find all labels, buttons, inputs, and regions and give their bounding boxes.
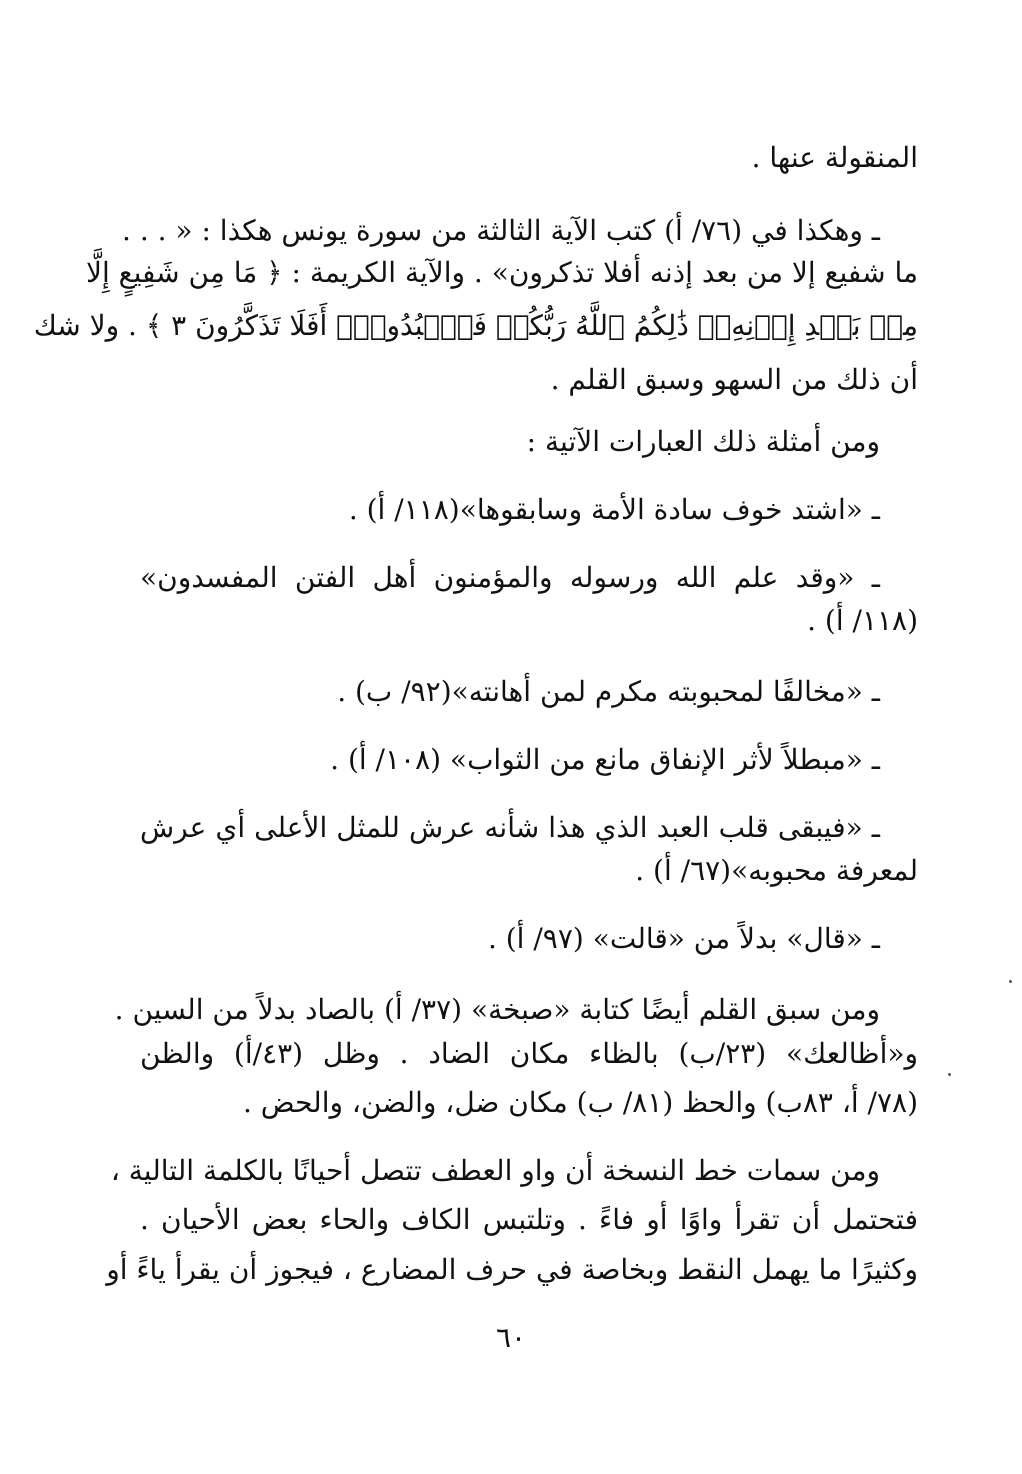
example-item: ـ «مخالفًا لمحبوبته مكرم لمن أهانته»(٩٢/ ب) . [337,675,880,708]
text-line: ومن أمثلة ذلك العبارات الآتية : [526,425,880,458]
text-line: ما شفيع إلا من بعد إذنه أفلا تذكرون» . والآية الكريمة : ﴿ مَا مِن شَفِيعٍ إِلَّا [86,256,918,289]
text-line: وكثيرًا ما يهمل النقط وبخاصة في حرف المضارع ، فيجوز أن يقرأ ياءً أو [106,1253,918,1286]
example-item: ـ «مبطلاً لأثر الإنفاق مانع من الثواب» (١٠٨/ أ) . [330,743,880,776]
text-line: و«أظالعك» (٢٣/ب) بالظاء مكان الضاد . وظل (٤٣/أ) والظن [140,1037,919,1070]
text-line: ومن سبق القلم أيضًا كتابة «صبخة» (٣٧/ أ) بالصاد بدلاً من السين . [114,993,880,1026]
page-number: ٦٠ [495,1321,527,1354]
text-line: المنقولة عنها . [751,141,918,174]
text-line: ـ وهكذا في (٧٦/ أ) كتب الآية الثالثة من سورة يونس هكذا : « . . . [122,214,880,247]
example-item-continuation: لمعرفة محبوبه»(٦٧/ أ) . [635,854,918,887]
example-item: ـ «وقد علم الله ورسوله والمؤمنون أهل الفتن المفسدون» [140,561,880,594]
example-item-continuation: (١١٨/ أ) . [807,604,918,637]
example-item: ـ «فيبقى قلب العبد الذي هذا شأنه عرش للمثل الأعلى أي عرش [140,811,881,844]
text-line: ومن سمات خط النسخة أن واو العطف تتصل أحيانًا بالكلمة التالية ، [110,1154,880,1187]
example-item: ـ «قال» بدلاً من «قالت» (٩٧/ أ) . [487,922,880,955]
text-line: فتحتمل أن تقرأ واوًا أو فاءً . وتلتبس الكاف والحاء بعض الأحيان . [140,1203,918,1236]
quran-verse-line: مِنۢ بَعۡدِ إِذۡنِهِۦۚ ذَٰلِكُمُ ٱللَّهُ رَبُّكُمۡ فَٱعۡبُدُوهُۚ أَفَلَا تَذَكَّرُونَ ٣ ﴾ . ولا شك [33,309,918,342]
text-line: (٧٨/ أ، ٨٣ب) والحظ (٨١/ ب) مكان ضل، والضن، والحض . [243,1086,918,1119]
text-line: أن ذلك من السهو وسبق القلم . [550,363,918,396]
scan-speck [948,1073,951,1076]
example-item: ـ «اشتد خوف سادة الأمة وسابقوها»(١١٨/ أ) . [348,493,880,526]
scan-speck [1009,980,1012,983]
